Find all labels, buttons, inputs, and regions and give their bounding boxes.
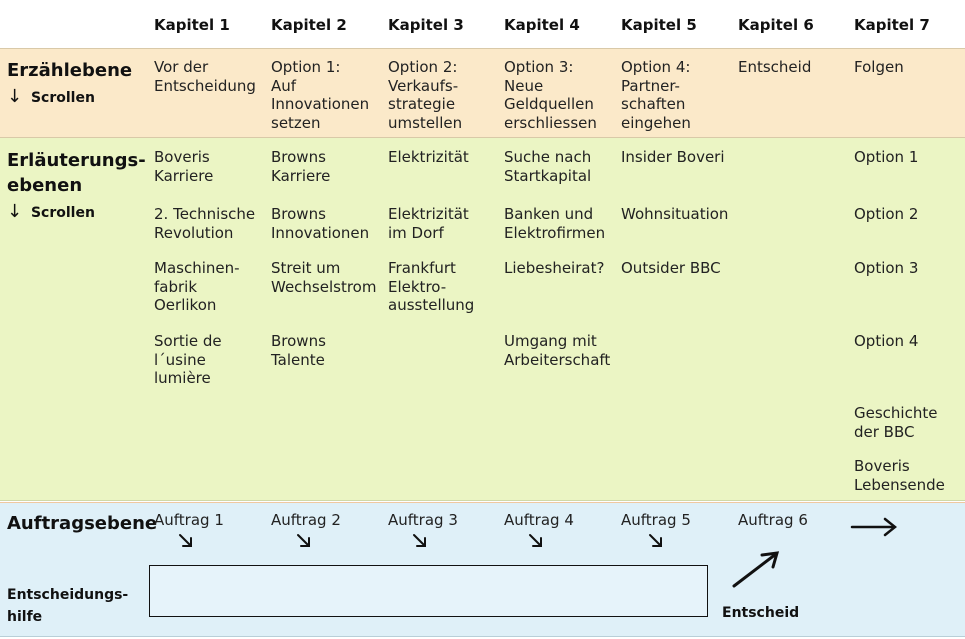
narrative-title: Erzählebene [7,60,133,81]
explanation-topic-line: Banken und [504,205,594,223]
down-arrow-icon: ↓ [7,201,23,222]
explanation-topic-line: Browns [271,205,326,223]
explanation-topic[interactable] [388,259,474,315]
explanation-topic[interactable] [854,457,945,494]
explanation-topic-line: l´usine [154,350,206,369]
narrative-cell-line: Option 2: [388,58,458,76]
narrative-cell-line: eingehen [621,113,691,132]
narrative-band [0,48,965,138]
narrative-cell-line: Geldquellen [504,95,594,113]
explanation-topic[interactable] [854,259,918,278]
narrative-cell-3[interactable] [388,58,462,132]
explanation-topic[interactable] [271,205,369,242]
explanation-topic-line: Suche nach [504,148,592,166]
task-item-3[interactable]: Auftrag 3 [388,511,458,529]
explanation-title-line1: Erläuterungs- [7,150,146,171]
task-item-1[interactable]: Auftrag 1 [154,511,224,529]
narrative-cell-line: strategie [388,95,456,113]
narrative-cell-5[interactable] [621,58,691,132]
explanation-topic[interactable] [154,259,240,315]
explanation-topic-line: Geschichte [854,404,938,422]
task-item-2[interactable]: Auftrag 2 [271,511,341,529]
explanation-topic-line: Umgang mit [504,332,597,350]
explanation-topic[interactable] [154,148,213,185]
explanation-topic-line: Option 4 [854,332,919,350]
explanation-topic-line: im Dorf [388,223,444,242]
explanation-topic[interactable] [621,205,728,224]
narrative-cell-4[interactable] [504,58,597,132]
chapter-1-header: Kapitel 1 [154,16,230,34]
chapter-6-header: Kapitel 6 [738,16,814,34]
explanation-topic[interactable] [854,205,918,224]
explanation-topic-line: Revolution [154,223,234,242]
explanation-topic-line: Browns [271,332,326,350]
explanation-topic[interactable] [388,148,469,167]
explanation-topic-line: Startkapital [504,166,592,185]
explanation-topic-line: Option 2 [854,205,919,223]
narrative-scroll-hint [7,86,95,107]
explanation-topic-line: Option 3 [854,259,919,277]
explanation-topic[interactable] [271,259,376,296]
explanation-topic-line: lumière [154,369,211,387]
chapter-2-header: Kapitel 2 [271,16,347,34]
explanation-topic-line: Streit um [271,259,341,277]
decision-aid-line1: Entscheidungs- [7,587,129,603]
chapter-4-header: Kapitel 4 [504,16,580,34]
explanation-topic-line: Insider Boveri [621,148,725,166]
explanation-topic[interactable] [621,259,721,278]
explanation-topic[interactable] [504,205,605,242]
explanation-topic-line: Liebesheirat? [504,259,605,277]
task-item-6[interactable]: Auftrag 6 [738,511,808,529]
explanation-topic[interactable] [854,332,918,351]
explanation-topic-line: fabrik [154,277,198,296]
explanation-title-line2: ebenen [7,175,83,196]
explanation-topic-line: Option 1 [854,148,919,166]
explanation-topic-line: Frankfurt [388,259,456,277]
narrative-scroll-label: Scrollen [30,90,95,106]
explanation-topic[interactable] [271,148,330,185]
explanation-title [7,148,146,198]
explanation-topic[interactable] [154,332,222,388]
explanation-topic-line: Maschinen- [154,259,240,277]
chapter-3-header: Kapitel 3 [388,16,464,34]
explanation-topic-line: Wechselstrom [271,277,377,296]
explanation-topic-line: Elektrizität [388,205,469,223]
explanation-topic-line: Boveris [154,148,210,166]
explanation-topic[interactable] [154,205,255,242]
explanation-topic-line: Wohnsituation [621,205,729,223]
explanation-topic-line: der BBC [854,422,915,441]
explanation-topic[interactable] [504,332,610,369]
chapter-5-header: Kapitel 5 [621,16,697,34]
decision-label: Entscheid [722,605,800,621]
explanation-topic[interactable] [854,404,937,441]
explanation-topic-line: Elektrofirmen [504,223,606,242]
down-arrow-icon: ↓ [7,86,23,107]
explanation-topic-line: Browns [271,148,326,166]
explanation-scroll-hint [7,201,95,222]
task-item-4[interactable]: Auftrag 4 [504,511,574,529]
decision-aid-label [7,584,128,628]
narrative-cell-line: Entscheidung [154,76,256,95]
explanation-topic-line: 2. Technische [154,205,256,223]
narrative-cell-line: Verkaufs- [388,76,459,95]
narrative-cell-line: Folgen [854,58,904,76]
explanation-topic-line: Sortie de [154,332,222,350]
task-title: Auftragsebene [7,513,158,534]
narrative-cell-line: Auf [271,76,297,95]
explanation-topic[interactable] [504,259,604,278]
explanation-topic-line: Elektrizität [388,148,469,166]
narrative-cell-line: Option 4: [621,58,691,76]
narrative-cell-1[interactable] [154,58,256,95]
explanation-topic-line: Karriere [154,166,214,185]
explanation-scroll-label: Scrollen [30,205,95,221]
explanation-topic-line: Oerlikon [154,296,217,314]
explanation-topic-line: Lebensende [854,475,945,494]
decision-aid-box[interactable] [149,565,708,617]
narrative-cell-6[interactable] [738,58,811,77]
chapter-7-header: Kapitel 7 [854,16,930,34]
narrative-cell-line: schaften [621,95,686,113]
narrative-cell-line: Option 1: [271,58,341,76]
narrative-cell-line: erschliessen [504,113,597,132]
explanation-topic-line: Innovationen [271,223,370,242]
explanation-topic-line: Talente [271,350,325,369]
explanation-topic-line: Arbeiterschaft [504,350,611,369]
narrative-cell-line: Innovationen [271,95,370,113]
narrative-cell-line: Option 3: [504,58,574,76]
explanation-topic[interactable] [388,205,469,242]
explanation-topic-line: ausstellung [388,296,475,314]
narrative-cell-line: Partner- [621,76,680,95]
explanation-topic-line: Elektro- [388,277,447,296]
explanation-topic[interactable] [271,332,326,369]
decision-aid-line2: hilfe [7,609,43,625]
narrative-cell-line: setzen [271,113,321,132]
narrative-cell-line: Neue [504,76,544,95]
explanation-topic-line: Karriere [271,166,331,185]
explanation-topic-line: Outsider BBC [621,259,721,277]
explanation-topic[interactable] [621,148,725,167]
narrative-cell-7[interactable] [854,58,904,77]
task-item-5[interactable]: Auftrag 5 [621,511,691,529]
narrative-cell-line: umstellen [388,113,463,132]
explanation-topic[interactable] [504,148,591,185]
narrative-cell-2[interactable] [271,58,369,132]
explanation-topic-line: Boveris [854,457,910,475]
explanation-topic[interactable] [854,148,918,167]
narrative-cell-line: Vor der [154,58,209,76]
narrative-cell-line: Entscheid [738,58,812,76]
